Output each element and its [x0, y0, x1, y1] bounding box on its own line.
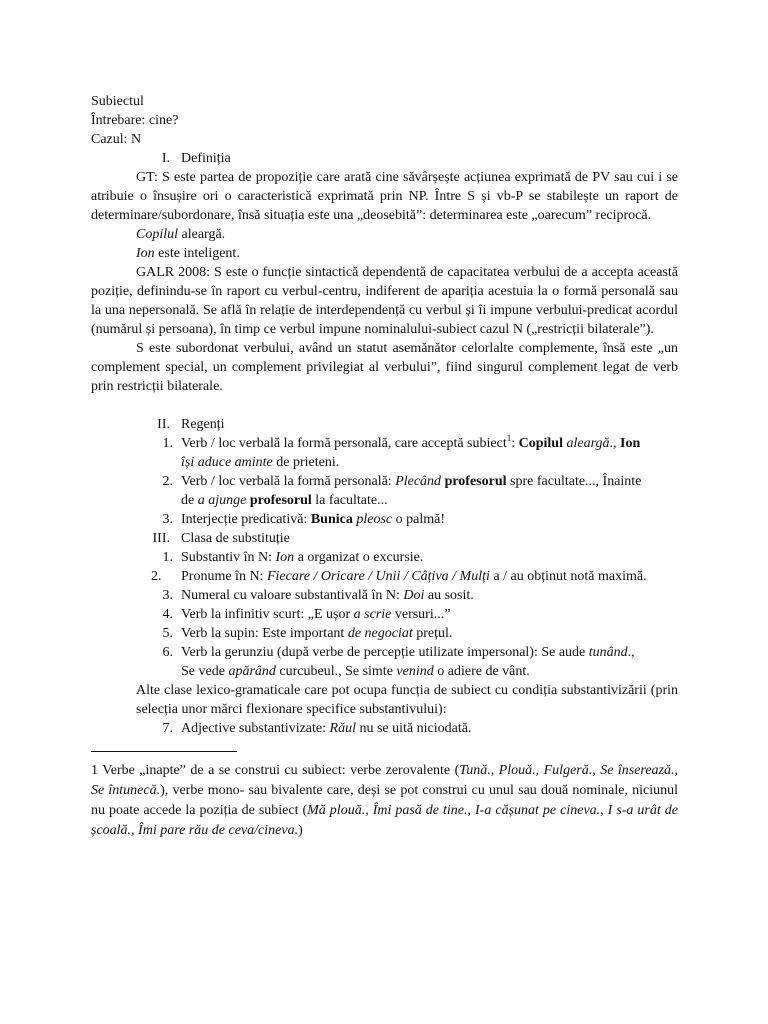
footnote-reference[interactable]: 1: [506, 433, 512, 443]
document-page: [91, 92, 678, 841]
list-number: 1.: [162, 550, 173, 565]
section-number: III.: [152, 531, 170, 546]
section-heading-substitution: [91, 529, 678, 548]
question-line: Întrebare: cine?: [91, 113, 179, 128]
list-number: 2.: [151, 569, 162, 584]
list-item: 5. Verb la supin: Este important de negociat prețul.: [91, 624, 678, 643]
list-item: 7. Adjective substantivizate: Răul nu se uită niciodată.: [91, 719, 678, 738]
example-subject: Ion: [136, 246, 155, 261]
section-heading-regents: [91, 415, 678, 434]
list-number: 5.: [162, 626, 173, 641]
list-item: 1. Substantiv în N: Ion a organizat o excursie.: [91, 548, 678, 567]
example-subject: Copilul: [136, 227, 179, 242]
list-number: 3.: [162, 588, 173, 603]
gt-paragraph: GT: S este partea de propoziție care arată cine săvârșește acțiunea exprimată de PV sau cui i se atribuie o însușire ori o caracteristică exprimată prin NP. Între S și vb-P se stabilește un raport de determinare/subordonare, însă situația este una „deosebită”: determinarea este „oarecum” reciprocă.: [91, 170, 678, 223]
section-title: Definiția: [181, 151, 231, 166]
subordination-paragraph: S este subordonat verbului, având un statut asemănător celorlalte complemente, însă este „un complement special, un complement privilegiat al verbului”, fiind singurul complement legat de verb prin restricții bilaterale.: [91, 341, 678, 394]
list-item: 6. Verb la gerunziu (după verbe de percepție utilizate impersonal): Se aude tunând., Se vede apărând curcubeul., Se simte venind o adiere de vânt.: [91, 643, 678, 681]
list-number: 3.: [162, 512, 173, 527]
list-item: 2. Verb / loc verbală la formă personală: Plecând profesorul spre facultate..., Înainte de a ajunge profesorul la facultate...: [91, 472, 678, 510]
list-item: 3. Numeral cu valoare substantivală în N: Doi au sosit.: [91, 586, 678, 605]
list-item: 2. Pronume în N: Fiecare / Oricare / Unii / Câțiva / Mulți a / au obținut notă maximă.: [151, 569, 647, 584]
section-number: II.: [157, 417, 170, 432]
page-title: Subiectul: [91, 94, 144, 109]
section-number: I.: [161, 151, 170, 166]
example-sentence: Ion este inteligent.: [136, 246, 240, 261]
footnote-separator: [91, 751, 237, 752]
list-item: 3. Interjecție predicativă: Bunica pleosc o palmă!: [91, 510, 678, 529]
list-item: 1. Verb / loc verbală la formă personală, care acceptă subiect$^1$: Copilul aleargă., Ion își aduce aminte de prieteni.: [91, 434, 678, 472]
list-number: 6.: [162, 645, 173, 660]
other-classes-paragraph: Alte clase lexico-gramaticale care pot ocupa funcția de subiect cu condiția substantivizării (prin selecția unor mărci flexionare specifice substantivului):: [136, 683, 678, 717]
list-number: 7.: [162, 721, 173, 736]
blank-line: [91, 396, 678, 415]
list-number: 2.: [162, 474, 173, 489]
case-line: Cazul: N: [91, 132, 142, 147]
example-sentence: Copilul aleargă.: [136, 227, 226, 242]
section-title: Clasa de substituție: [181, 531, 290, 546]
list-item: 4. Verb la infinitiv scurt: „E ușor a scrie versuri...”: [91, 605, 678, 624]
footnote: 1 Verbe „inapte” de a se construi cu subiect: verbe zerovalente (Tună., Plouă., Fulgeră., Se înserează., Se întunecă.), verbe mono- sau bivalente care, deși se pot construi cu unul sau două nominale, niciunul nu poate accede la poziția de subiect (Mă plouă., Îmi pasă de tine., I-a cășunat pe cineva., I s-a urât de școală., Îmi pare rău de ceva/cineva.): [91, 763, 679, 838]
list-number: 4.: [162, 607, 173, 622]
section-heading-definition: [91, 149, 678, 168]
list-number: 1.: [162, 436, 173, 451]
section-title: Regenți: [181, 417, 225, 432]
galr-paragraph: GALR 2008: S este o funcție sintactică dependentă de capacitatea verbului de a accepta această poziție, definindu-se în raport cu verbul-centru, indiferent de apariția acestuia la o formă personală sau la una nepersonală. Se află în relație de interdependență cu verbul și îi impune verbului-predicat acordul (numărul și persoana), în timp ce verbul impune nominalului-subiect cazul N („restricții bilaterale”).: [91, 265, 678, 337]
